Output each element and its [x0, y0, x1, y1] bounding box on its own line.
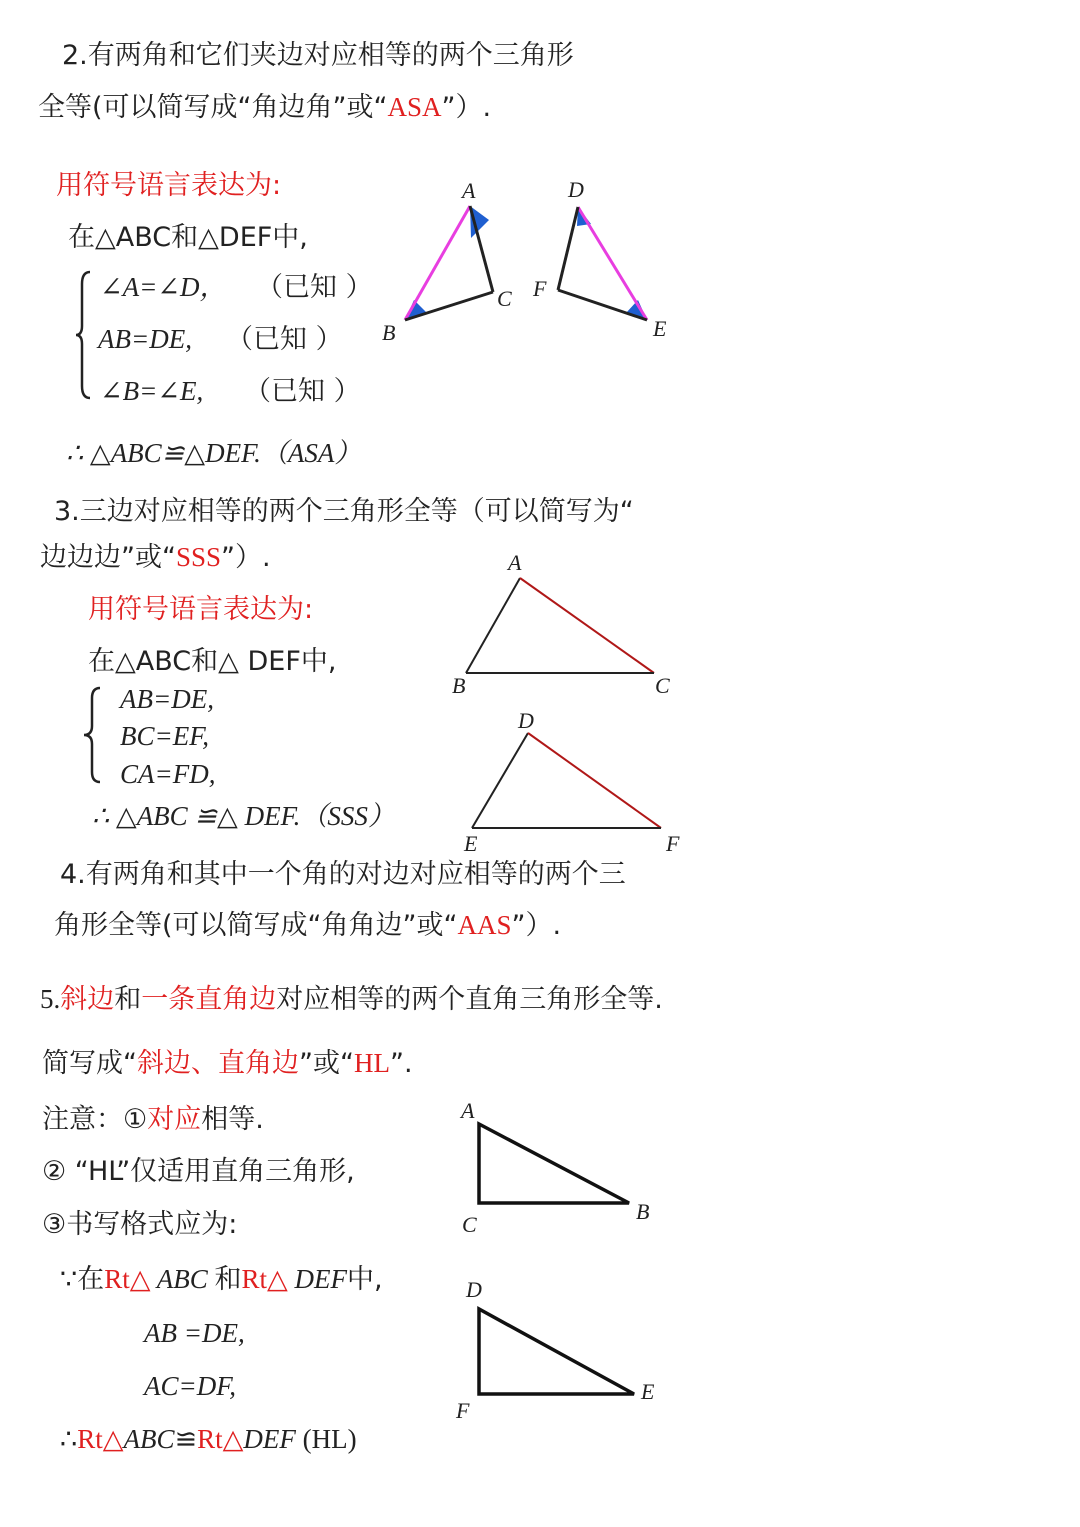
s2-line1: 2.有两角和它们夹边对应相等的两个三角形	[62, 40, 574, 71]
s3-cond2: BC=EF,	[120, 721, 209, 751]
asa-label-e: E	[653, 316, 667, 341]
s5-line2: 简写成“斜边、直角边”或“HL”.	[42, 1048, 413, 1079]
hl-label-d: D	[466, 1277, 482, 1302]
s3-left-brace	[84, 686, 104, 786]
right-triangle-abc	[479, 1124, 629, 1203]
sss-abbr: SSS	[175, 542, 222, 572]
edge-de	[578, 207, 647, 320]
s2-left-brace	[76, 270, 96, 400]
edge-fe	[558, 290, 647, 320]
s5-line1: 5.斜边和一条直角边对应相等的两个直角三角形全等.	[40, 984, 663, 1015]
sss-edge-de	[472, 733, 528, 828]
s4-line2: 角形全等(可以简写成“角角边”或“AAS”）.	[54, 910, 562, 941]
s3-line1: 3.三边对应相等的两个三角形全等（可以简写为“	[54, 496, 634, 527]
s5-note1: 注意：①对应相等.	[42, 1104, 264, 1135]
edge-df	[558, 207, 578, 290]
s4-line1: 4.有两角和其中一个角的对边对应相等的两个三	[60, 859, 626, 890]
sss-label-d: D	[518, 708, 534, 733]
hl-label-b: B	[636, 1199, 650, 1224]
s3-symbol-heading: 用符号语言表达为:	[88, 594, 314, 625]
s2-cond2-expr: AB=DE,	[98, 324, 192, 354]
s2-cond2-reason: （已知 ）	[226, 324, 343, 355]
hl-label-e: E	[641, 1379, 655, 1404]
angle-mark-a	[470, 206, 489, 238]
sss-edge-ab	[466, 578, 520, 673]
asa-label-b: B	[382, 320, 396, 345]
s3-intro: 在△ABC和△ DEF中,	[88, 646, 337, 677]
angle-mark-b	[405, 300, 427, 320]
sss-label-b: B	[452, 673, 466, 698]
asa-label-f: F	[533, 276, 547, 301]
sss-label-c: C	[655, 673, 670, 698]
right-triangle-def	[479, 1309, 634, 1394]
triangle-abc-sss	[466, 578, 654, 673]
s3-cond3: CA=FD,	[120, 759, 216, 789]
s2-line2: 全等(可以简写成“角边角”或“ASA”）.	[38, 92, 492, 123]
hl-label-a: A	[461, 1098, 475, 1123]
s2-symbol-heading: 用符号语言表达为:	[56, 170, 282, 201]
s2-cond3-reason: （已知 ）	[244, 376, 361, 407]
s2-cond1-reason: （已知 ）	[256, 272, 373, 303]
edge-ab	[405, 206, 470, 320]
s5-given: ∵在Rt△ ABC 和Rt△ DEF中,	[60, 1264, 383, 1295]
s2-cond3-expr: ∠B=∠E,	[100, 376, 204, 406]
asa-label-a: A	[462, 178, 476, 203]
sss-label-e: E	[464, 831, 478, 856]
s5-conclusion: ∴Rt△ABC≌Rt△DEF (HL)	[60, 1424, 357, 1455]
s3-conclusion: ∴ △ABC ≌△ DEF.（SSS）	[92, 801, 395, 831]
sss-edge-ac	[520, 578, 654, 673]
hl-label-f: F	[456, 1398, 470, 1423]
sss-label-f: F	[666, 831, 680, 856]
edge-bc	[405, 292, 493, 320]
s5-cond1: AB =DE,	[144, 1318, 245, 1348]
triangle-def-asa	[558, 207, 647, 320]
triangle-abc-asa	[405, 206, 493, 320]
s2-conclusion: ∴ △ABC≌△DEF.（ASA）	[66, 438, 362, 468]
s5-cond2: AC=DF,	[144, 1371, 236, 1401]
asa-label-c: C	[497, 286, 512, 311]
asa-label-d: D	[568, 177, 584, 202]
edge-ac	[470, 206, 493, 292]
s3-line2: 边边边”或“SSS”）.	[40, 542, 271, 573]
hl-abbr: HL	[353, 1048, 390, 1078]
s2-intro: 在△ABC和△DEF中,	[68, 222, 308, 253]
hl-label-c: C	[462, 1212, 477, 1237]
angle-mark-e	[626, 300, 647, 320]
asa-abbr: ASA	[387, 92, 442, 122]
angle-mark-d	[577, 207, 591, 226]
sss-label-a: A	[508, 550, 522, 575]
s5-note3: ③书写格式应为:	[42, 1209, 238, 1240]
sss-edge-df	[528, 733, 661, 828]
aas-abbr: AAS	[457, 910, 512, 940]
s5-note2: ② “HL”仅适用直角三角形,	[42, 1156, 355, 1187]
s2-cond1-expr: ∠A=∠D，	[100, 272, 227, 302]
s3-cond1: AB=DE,	[120, 684, 214, 714]
triangle-def-sss	[472, 733, 661, 828]
